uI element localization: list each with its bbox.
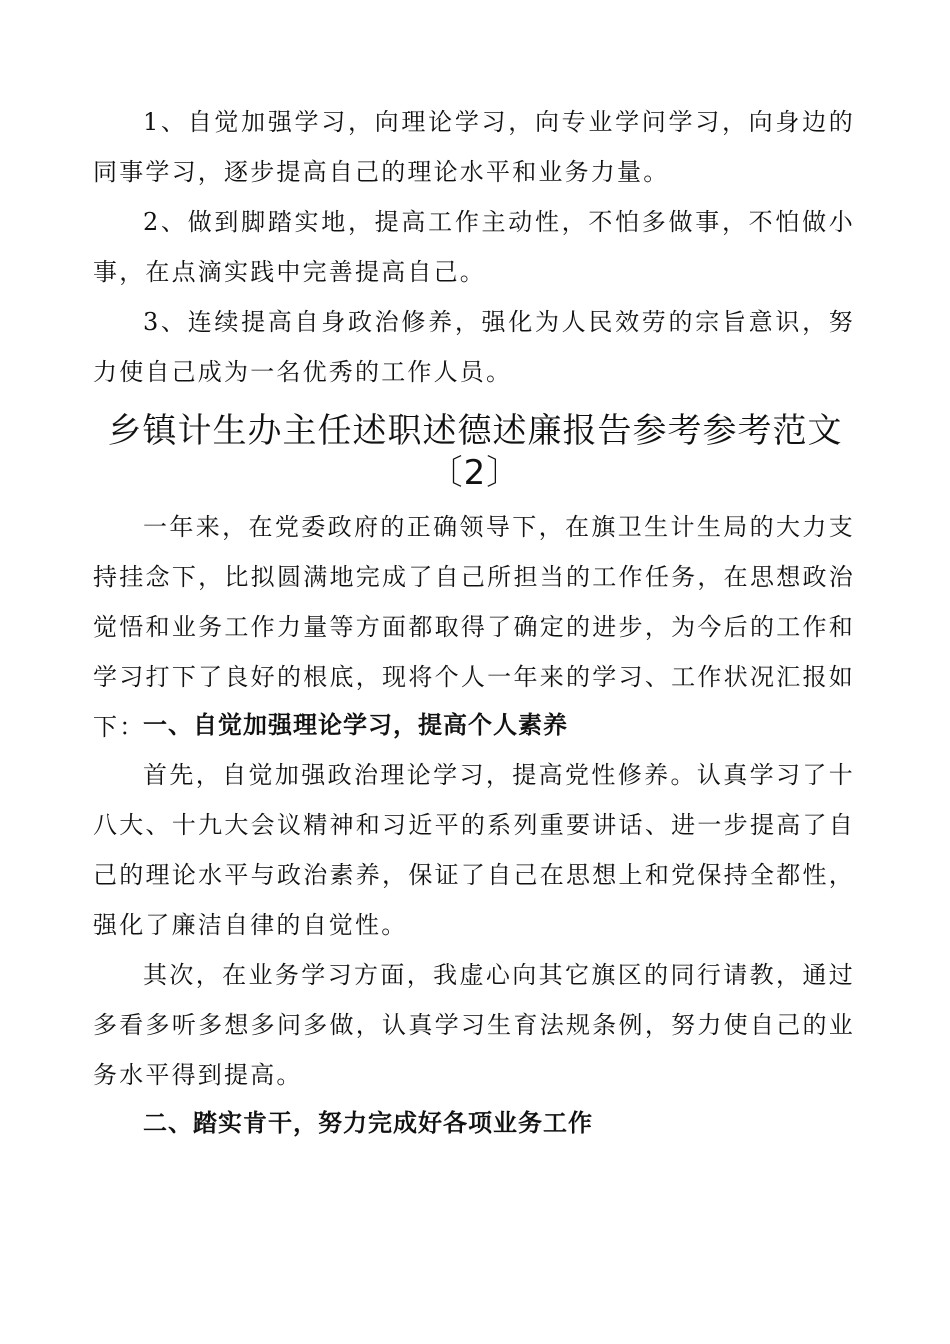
document-title: 乡镇计生办主任述职述德述廉报告参考参考范文: [107, 411, 843, 451]
section-heading-2: 二、踏实肯干，努力完成好各项业务工作: [143, 1109, 593, 1137]
opening-paragraph: 一年来，在党委政府的正确领导下，在旗卫生计生局的大力支持挂念下，比拟圆满地完成了自己所担当的工作任务，在思想政治觉悟和业务工作力量等方面都取得了确定的进步，为今后的工作和学习打下了良好的根底，现将个人一年来的学习、工作状况汇报如下：: [93, 513, 855, 741]
list-item-3: 3、连续提高自身政治修养，强化为人民效劳的宗旨意识，努力使自己成为一名优秀的工作人员。: [93, 308, 855, 386]
section1-paragraph-1: 首先，自觉加强政治理论学习，提高党性修养。认真学习了十八大、十九大会议精神和习近平的系列重要讲话、进一步提高了自己的理论水平与政治素养，保证了自己在思想上和党保持全都性，强化了廉洁自律的自觉性。: [93, 761, 855, 939]
list-item-2: 2、做到脚踏实地，提高工作主动性，不怕多做事，不怕做小事，在点滴实践中完善提高自己。: [93, 208, 855, 286]
section-heading-1: 一、自觉加强理论学习，提高个人素养: [143, 711, 568, 739]
document-title-number: 〔2〕: [428, 453, 522, 493]
section1-paragraph-2: 其次，在业务学习方面，我虚心向其它旗区的同行请教，通过多看多听多想多问多做，认真学习生育法规条例，努力使自己的业务水平得到提高。: [93, 961, 855, 1089]
list-item-1: 1、自觉加强学习，向理论学习，向专业学问学习，向身边的同事学习，逐步提高自己的理论水平和业务力量。: [93, 108, 855, 186]
